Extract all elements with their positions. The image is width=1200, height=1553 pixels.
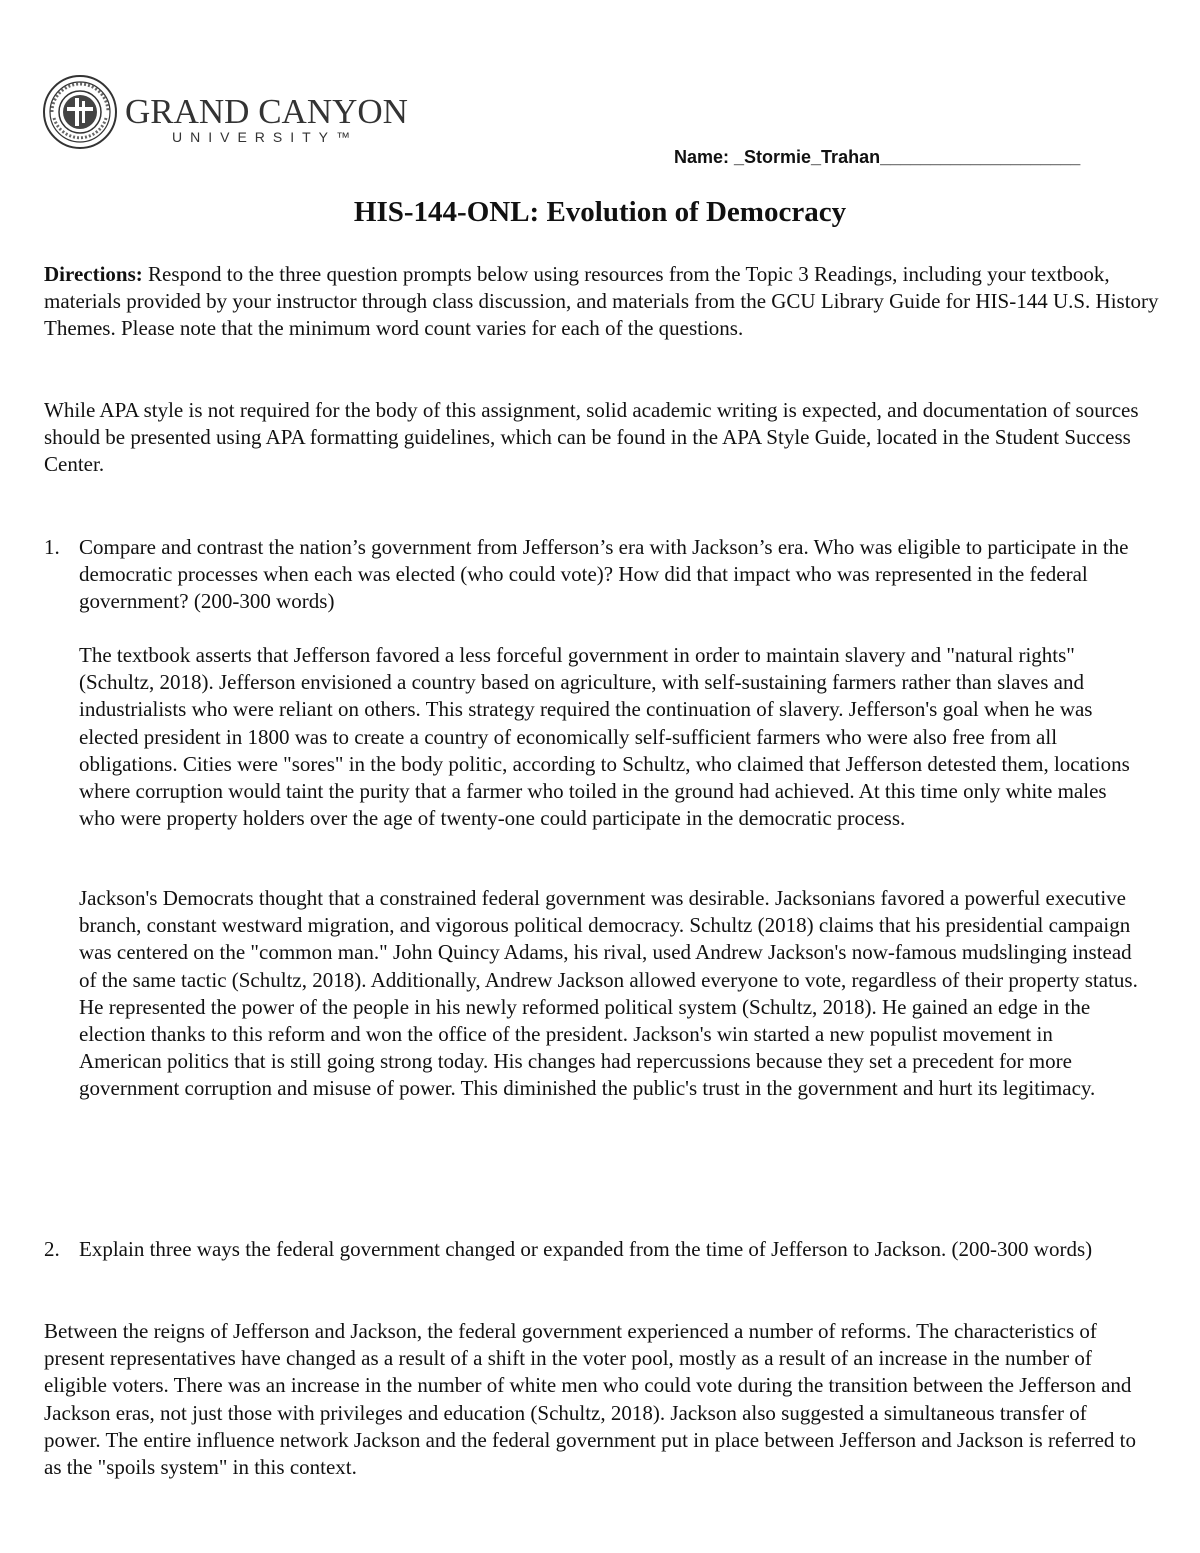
answer-1-paragraph-1: The textbook asserts that Jefferson favored a less forceful government in order to maintain slavery and "natural rights" (Schultz, 2018). Jefferson envisioned a country based on agriculture, with self-sustaining farmers rather than slaves and industrialists who were reliant on others. This strategy required the continuation of slavery. Jefferson's goal when he was elected president in 1800 was to create a country of economically self-sufficient farmers who were also free from all obligations. Cities were "sores" in the body politic, according to Schultz, who claimed that Jefferson detested them, locations where corruption would taint the purity that a farmer who toiled in the ground had achieved. At this time only white males who were property holders over the age of twenty-one could participate in the democratic process. bbox=[79, 643, 1130, 831]
brand-subtitle: UNIVERSITY™ bbox=[172, 129, 359, 145]
question-prompt: Compare and contrast the nation’s government from Jefferson’s era with Jackson’s era. Who was eligible to participate in the democratic processes when each was elected (who could vote)? How did that impact who was represented in the federal government? (200-300 words) bbox=[79, 535, 1129, 614]
question-prompt: Explain three ways the federal government changed or expanded from the time of Jefferson to Jackson. (200-300 words) bbox=[79, 1237, 1093, 1261]
answer-2-paragraph-1: Between the reigns of Jefferson and Jackson, the federal government experienced a number of reforms. The characteristics of present representatives have changed as a result of a shift in the voter pool, mostly as a result of an increase in the number of eligible voters. There was an increase in the number of white men who could vote during the transition between the Jefferson and Jackson eras, not just those with privileges and education (Schultz, 2018). Jackson also suggested a simultaneous transfer of power. The entire influence network Jackson and the federal government put in place between Jefferson and Jackson is referred to as the "spoils system" in this context. bbox=[44, 1319, 1136, 1480]
student-name-line: Name: _Stormie_Trahan____________________ bbox=[674, 147, 1081, 167]
page-title: HIS-144-ONL: Evolution of Democracy bbox=[353, 196, 847, 228]
brand-name: GRAND CANYON bbox=[125, 92, 408, 131]
university-seal-icon bbox=[42, 74, 118, 150]
question-number: 2. bbox=[44, 1237, 60, 1261]
question-number: 1. bbox=[44, 535, 60, 559]
apa-paragraph: While APA style is not required for the body of this assignment, solid academic writing is expected, and documentation of sources should be presented using APA formatting guidelines, which can be found in the APA Style Guide, located in the Student Success Center. bbox=[44, 398, 1139, 477]
directions-paragraph bbox=[44, 261, 1164, 343]
directions-label: Directions: bbox=[44, 262, 143, 286]
directions-text: Respond to the three question prompts below using resources from the Topic 3 Readings, including your textbook, materials provided by your instructor through class discussion, and materials from the GCU Library Guide for HIS-144 U.S. History Themes. Please note that the minimum word count varies for each of the questions. bbox=[44, 262, 1159, 341]
university-logo bbox=[42, 74, 408, 154]
answer-1-paragraph-2: Jackson's Democrats thought that a constrained federal government was desirable. Jacksonians favored a powerful executive branch, constant westward migration, and vigorous political democracy. Schultz (2018) claims that his presidential campaign was centered on the "common man." John Quincy Adams, his rival, used Andrew Jackson's now-famous mudslinging instead of the same tactic (Schultz, 2018). Additionally, Andrew Jackson allowed everyone to vote, regardless of their property status. He represented the power of the people in his newly reformed political system (Schultz, 2018). He gained an edge in the election thanks to this reform and won the office of the president. Jackson's win started a new populist movement in American politics that is still going strong today. His changes had repercussions because they set a precedent for more government corruption and misuse of power. This diminished the public's trust in the government and hurt its legitimacy. bbox=[79, 886, 1138, 1101]
